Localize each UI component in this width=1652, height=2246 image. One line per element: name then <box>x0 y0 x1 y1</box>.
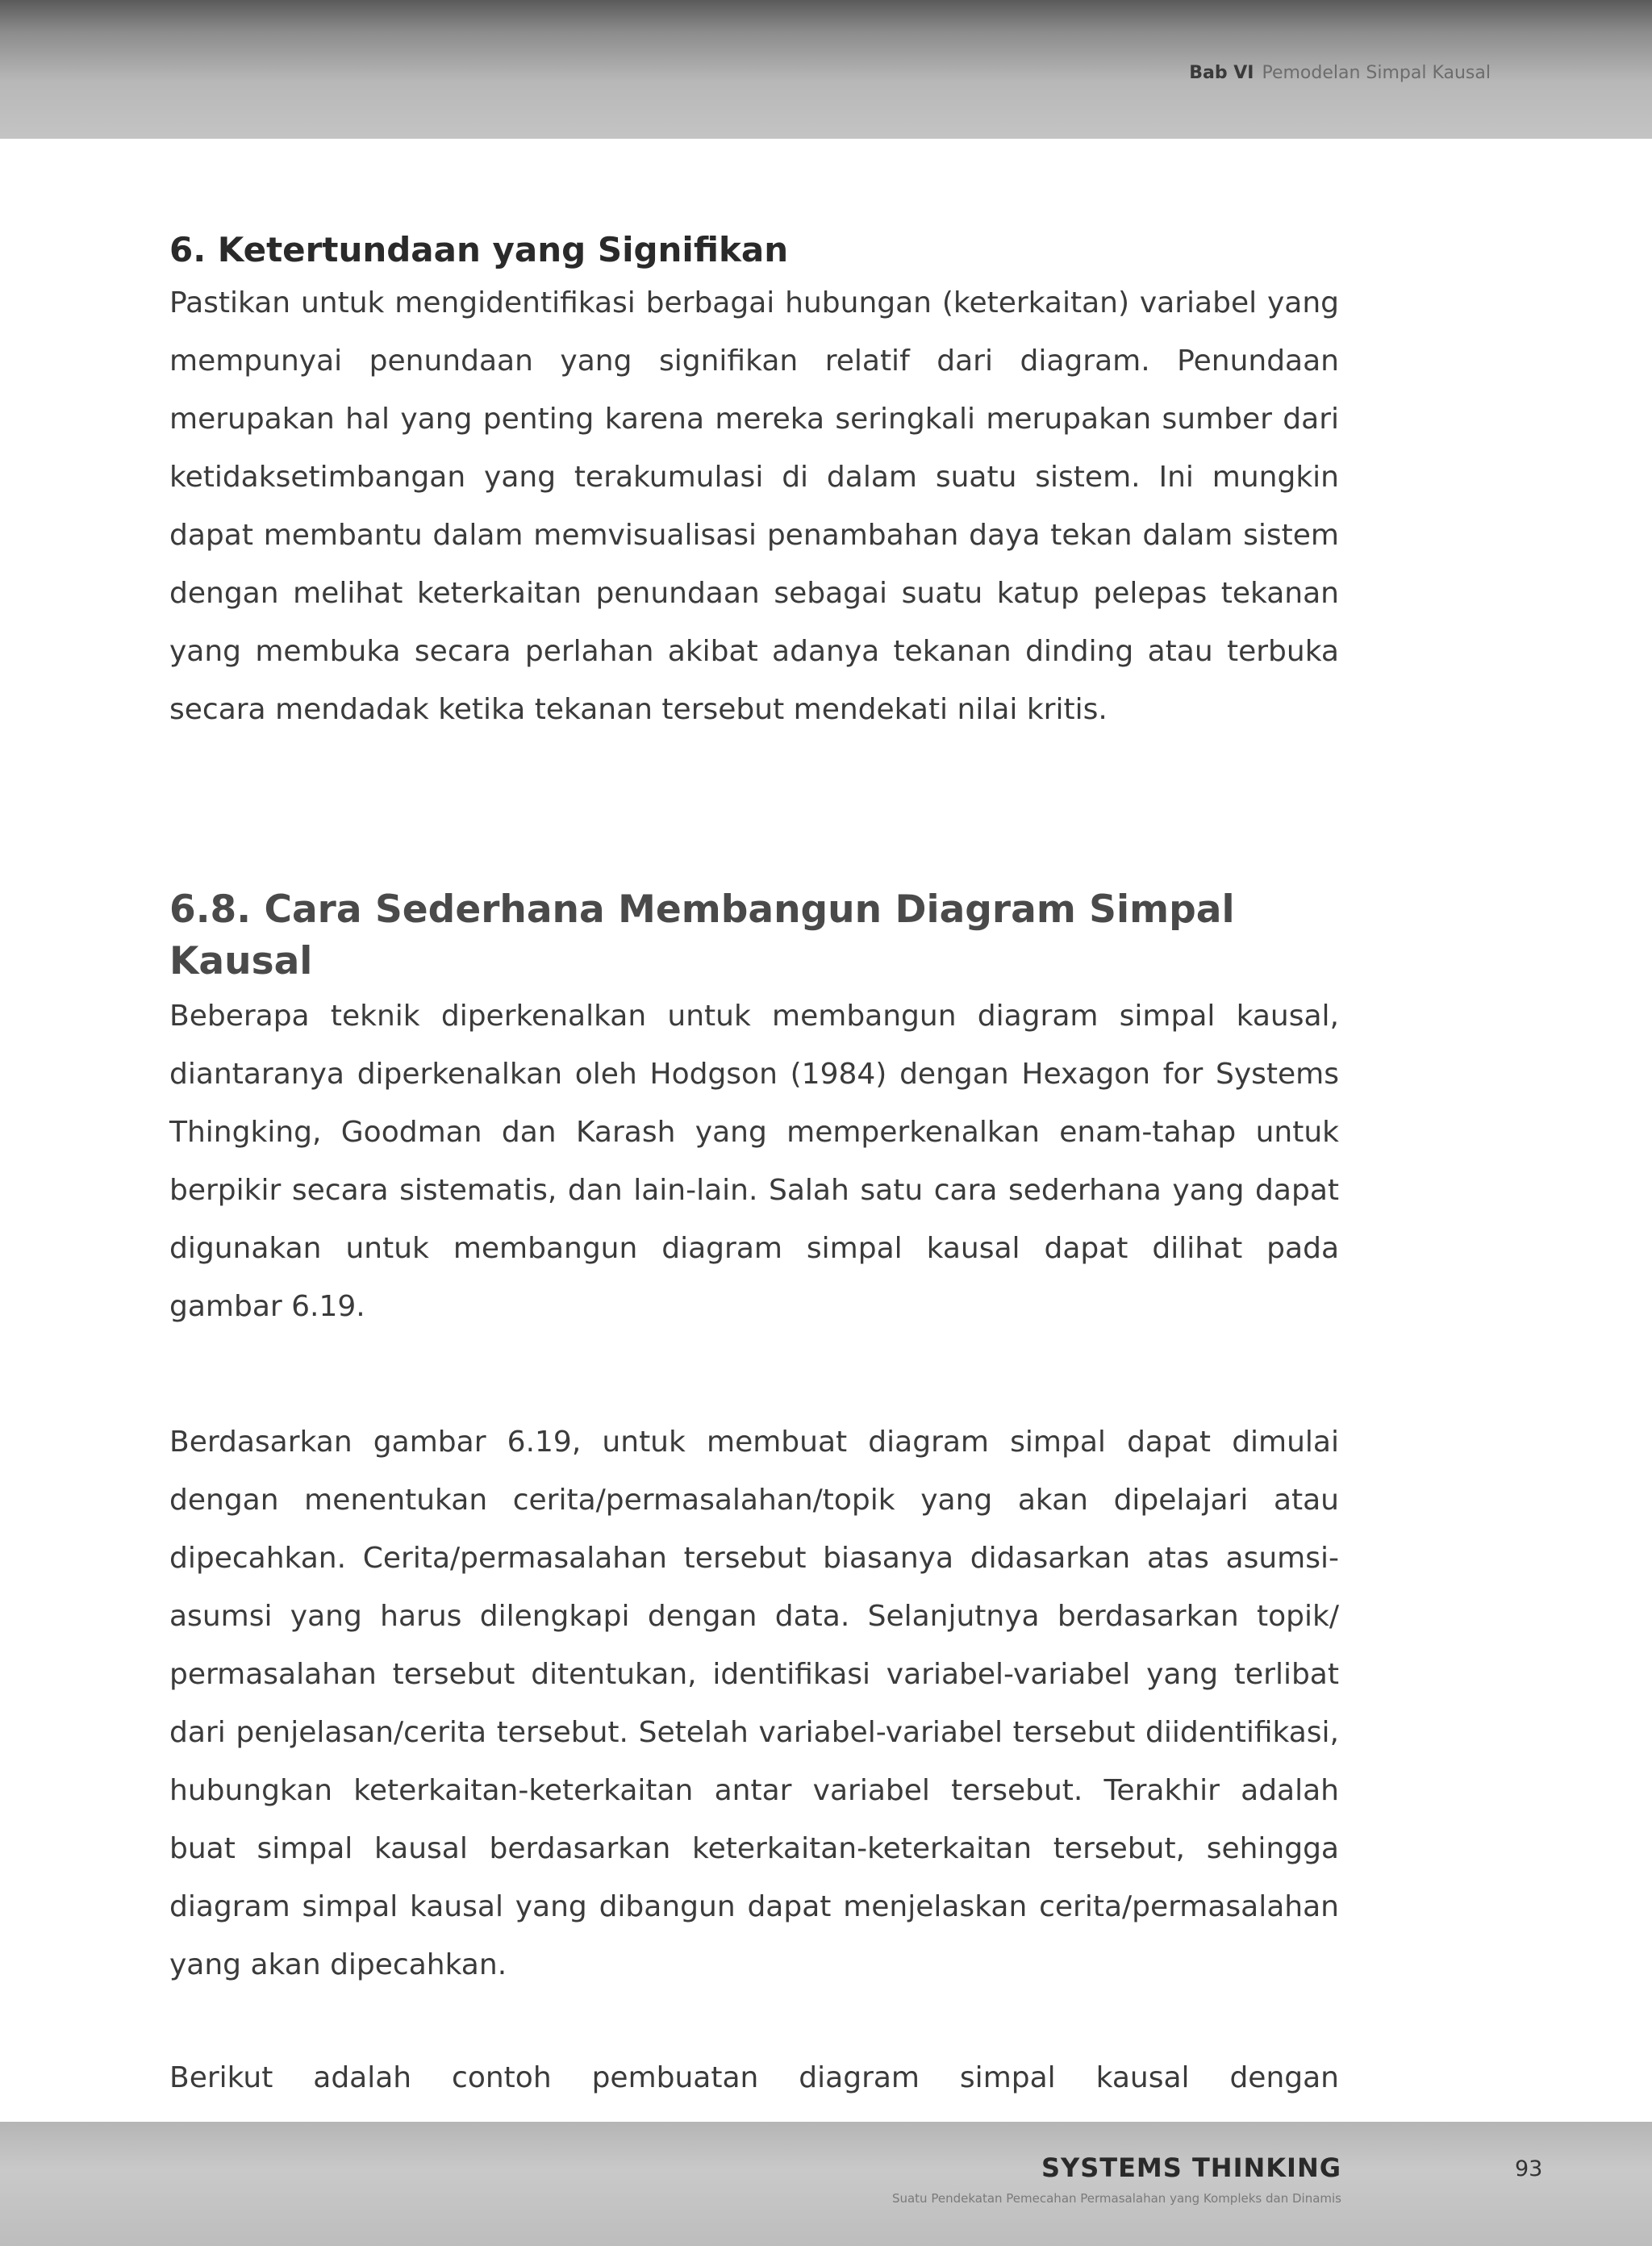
running-head <box>1189 63 1491 83</box>
book-title: SYSTEMS THINKING <box>1041 2152 1341 2183</box>
book-subtitle: Suatu Pendekatan Pemecahan Permasalahan yang Kompleks dan Dinamis <box>891 2191 1341 2206</box>
subsection-paragraph: Pastikan untuk mengidentifikasi berbagai hubungan (keterkaitan) variabel yang mempunyai penundaan yang signifikan relatif dari diagram. Penundaan merupakan hal yang penting karena mereka seringkali merupakan sumber dari ketidaksetimbangan yang terakumulasi di dalam suatu sistem. Ini mungkin dapat membantu dalam memvisualisasi penambahan daya tekan dalam sistem dengan melihat keterkaitan penundaan sebagai suatu katup pelepas tekanan yang membuka secara perlahan akibat adanya tekanan dinding atau terbuka secara mendadak ketika tekanan tersebut mendekati nilai kritis. <box>169 286 1339 726</box>
section-paragraph-2: Berdasarkan gambar 6.19, untuk membuat diagram simpal dapat dimulai dengan menentukan cerita/permasalahan/topik yang akan dipelajari atau dipecahkan. Cerita/permasalahan tersebut biasanya didasarkan atas asumsi-asumsi yang harus dilengkapi dengan data. Selanjutnya berdasarkan topik/ permasalahan tersebut ditentukan, identifikasi variabel-variabel yang terlibat dari penjelasan/cerita tersebut. Setelah variabel-variabel tersebut diidentifikasi, hubungkan keterkaitan-keterkaitan antar variabel tersebut. Terakhir adalah buat simpal kausal berdasarkan keterkaitan-keterkaitan tersebut, sehingga diagram simpal kausal yang dibangun dapat menjelaskan cerita/permasalahan yang akan dipecahkan. <box>169 1426 1339 1981</box>
subsection-heading: 6. Ketertundaan yang Signifikan <box>169 230 789 269</box>
footer-band <box>0 2122 1652 2246</box>
chapter-title: Pemodelan Simpal Kausal <box>1262 63 1491 83</box>
page-content <box>169 226 1339 2165</box>
section-paragraph-1: Beberapa teknik diperkenalkan untuk membangun diagram simpal kausal, diantaranya diperkenalkan oleh Hodgson (1984) dengan Hexagon for Systems Thingking, Goodman dan Karash yang memperkenalkan enam-tahap untuk berpikir secara sistematis, dan lain-lain. Salah satu cara sederhana yang dapat digunakan untuk membangun diagram simpal kausal dapat dilihat pada gambar 6.19. <box>169 1000 1339 1323</box>
section-heading: 6.8. Cara Sederhana Membangun Diagram Simpal Kausal <box>169 887 1235 983</box>
chapter-label: Bab VI <box>1189 63 1254 83</box>
section-paragraph-3: Berikut adalah contoh pembuatan diagram simpal kausal dengan <box>169 2061 1339 2094</box>
page-number: 93 <box>1515 2156 1543 2181</box>
